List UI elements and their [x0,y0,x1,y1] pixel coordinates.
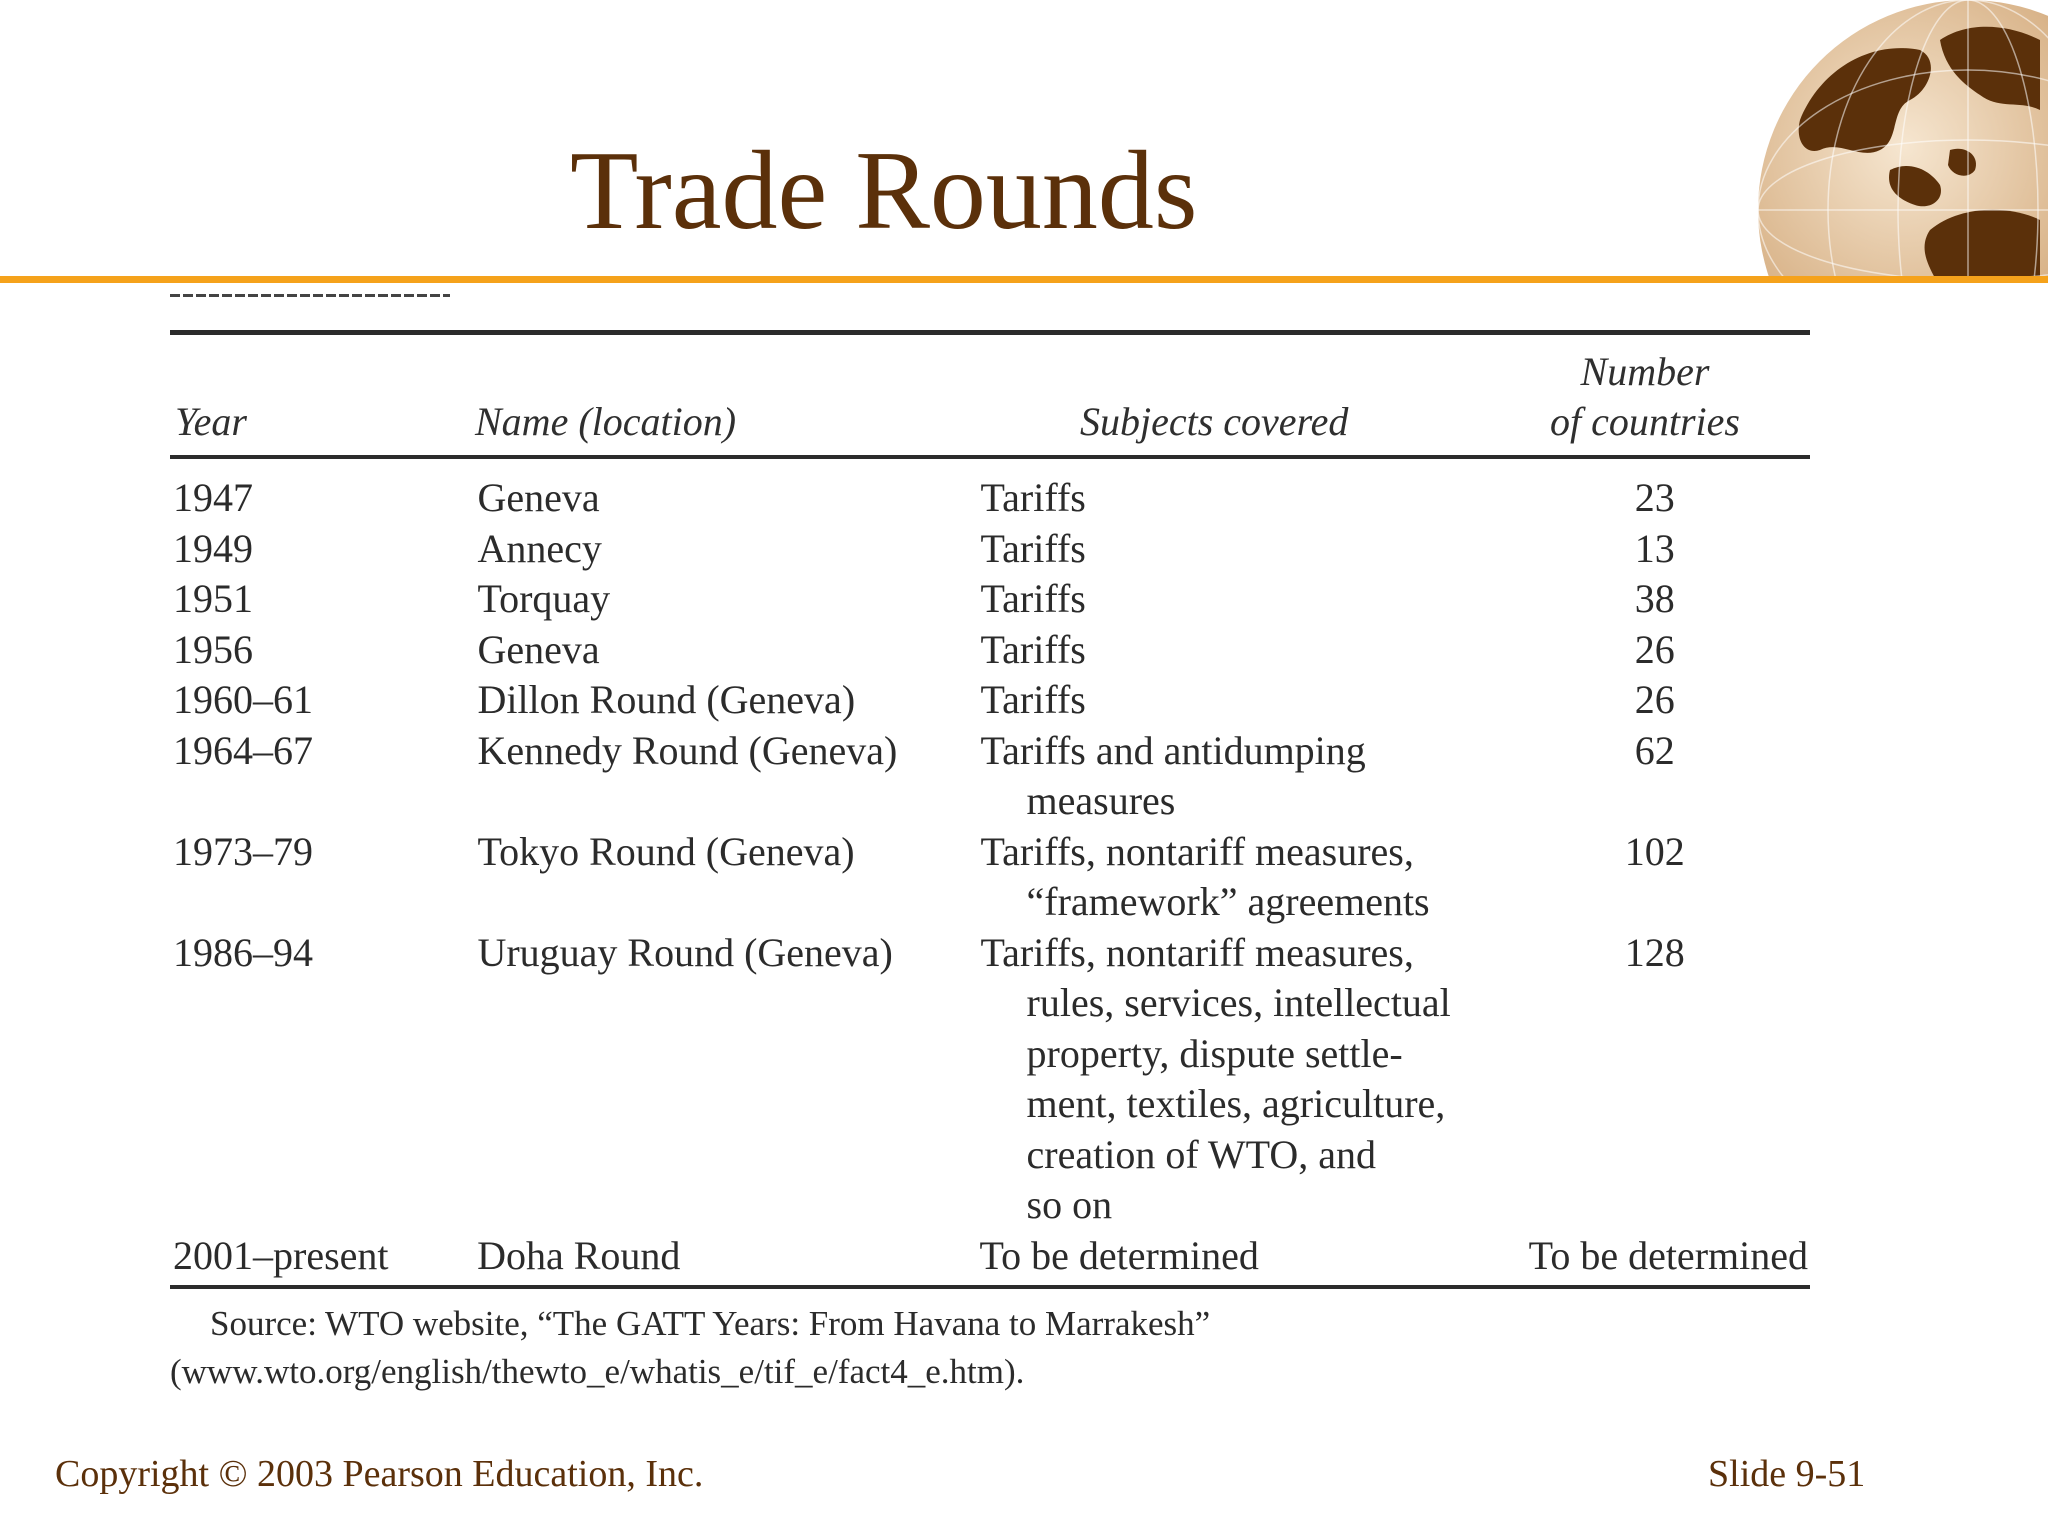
cropped-caption-remnant [170,288,450,302]
cell-subjects-line: property, dispute settle- [1026,1030,1403,1076]
header-name: Name (location) [475,399,737,444]
cell-year: 1960–61 [173,677,313,722]
cell-subjects-line: Tariffs [980,475,1086,520]
table-row [170,1231,1810,1282]
cell-subjects-line: ment, textiles, agriculture, [1026,1081,1446,1126]
cell-subjects-line: measures [1026,778,1176,823]
cell-subjects [981,574,1500,625]
cell-name: Tokyo Round (Geneva) [477,828,855,874]
cell-name: Geneva [477,626,600,672]
copyright-footer: Copyright © 2003 Pearson Education, Inc. [55,1453,704,1495]
cell-subjects [980,1231,1498,1282]
cell-subjects-line: Tariffs [980,525,1086,571]
cell-subjects-line: “framework” agreements [1026,879,1430,924]
cell-year: 1964–67 [173,727,313,773]
cell-subjects-line: so on [1026,1182,1113,1227]
cell-countries: 26 [1634,677,1675,722]
title-rule [0,276,2048,283]
table-row [170,574,1810,625]
cell-year: 1986–94 [173,929,313,975]
header-year: Year [175,399,247,444]
cell-subjects-line: Tariffs, nontariff measures, [980,929,1414,975]
cell-subjects [981,726,1500,827]
cell-countries: 13 [1634,525,1675,571]
table-row [170,928,1810,1231]
cell-name: Doha Round [477,1232,681,1278]
cell-subjects [981,625,1500,676]
cell-year: 2001–present [173,1232,389,1278]
cell-countries: 38 [1634,576,1675,621]
cell-name: Annecy [477,525,602,571]
cell-subjects [981,928,1500,1231]
table-row [170,827,1810,928]
cell-subjects-line: Tariffs [980,626,1086,672]
table-bottom-rule [170,1285,1810,1289]
cell-name: Kennedy Round (Geneva) [477,727,898,773]
cell-countries: 102 [1624,828,1685,874]
cell-subjects [981,827,1500,928]
cell-subjects-line: Tariffs and antidumping [980,727,1366,773]
table-header-rule [170,455,1810,459]
cell-subjects-line: Tariffs [980,677,1086,722]
header-number-line2: of countries [1550,399,1740,444]
cell-name: Uruguay Round (Geneva) [477,929,893,975]
slide-title: Trade Rounds [570,129,1198,253]
table-row [170,726,1810,827]
table-top-rule [170,330,1810,335]
cell-subjects-line: To be determined [979,1232,1259,1278]
cell-subjects [981,675,1500,726]
cell-subjects-line: creation of WTO, and [1026,1131,1377,1177]
table-source: Source: WTO website, “The GATT Years: From Havana to Marrakesh” (www.wto.org/english/thewto_e/whatis_e/tif_e/fact4_e.htm). [170,1304,1211,1391]
cell-subjects-line: Tariffs [980,576,1086,621]
header-subjects: Subjects covered [1080,399,1349,444]
cell-year: 1956 [173,626,253,672]
cell-year: 1973–79 [173,828,313,874]
cell-name: Torquay [477,576,611,621]
cell-countries: 26 [1634,626,1675,672]
table-row [170,675,1810,726]
cell-subjects-line: Tariffs, nontariff measures, [980,828,1414,874]
cell-name: Dillon Round (Geneva) [477,677,856,722]
table-row [170,524,1810,575]
cell-year: 1947 [173,475,253,520]
cell-countries: 62 [1634,727,1675,773]
cell-subjects [981,473,1500,524]
globe-icon [1740,0,2048,278]
table-row [170,473,1810,524]
header-number-line1: Number [1580,349,1710,394]
table-row [170,625,1810,676]
header-number [1500,347,1790,447]
cell-subjects [981,524,1500,575]
cell-year: 1951 [173,576,253,621]
cell-countries: 128 [1624,929,1685,975]
cell-subjects-line: rules, services, intellectual [1026,980,1451,1025]
slide-number: Slide 9-51 [1708,1453,1866,1495]
cell-name: Geneva [477,475,600,520]
cell-year: 1949 [173,525,253,571]
table-body [170,473,1810,1281]
cell-countries: To be determined [1528,1232,1808,1278]
cell-countries: 23 [1634,475,1675,520]
